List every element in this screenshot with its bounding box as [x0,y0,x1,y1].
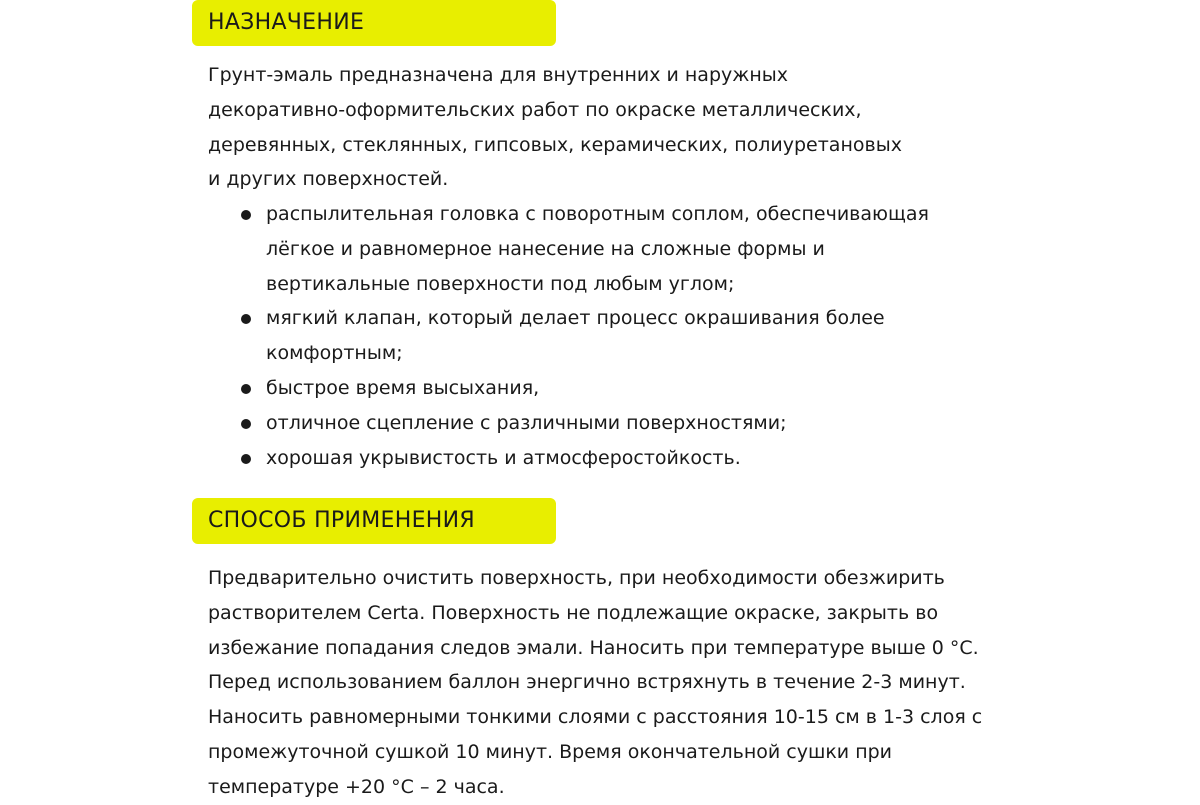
list-item-line: распылительная головка с поворотным соплом, обеспечивающая [266,203,929,225]
usage-line: Перед использованием баллон энергично встряхнуть в течение 2-3 минут. [208,671,966,694]
usage-line: Наносить равномерными тонкими слоями с расстояния 10-15 см в 1-3 слоя с [208,706,983,729]
usage-line: растворителем Certa. Поверхность не подлежащие окраске, закрыть во [208,601,939,624]
list-item [240,197,929,301]
list-item [240,301,929,371]
purpose-heading: НАЗНАЧЕНИЕ [208,10,365,35]
purpose-intro-line: и других поверхностей. [208,168,449,191]
list-item [240,441,929,476]
bullet-icon [241,314,251,324]
list-item-line: быстрое время высыхания, [266,376,540,399]
purpose-intro-line: деревянных, стеклянных, гипсовых, керамических, полиуретановых [208,133,902,156]
usage-line: промежуточной сушкой 10 минут. Время окончательной сушки при [208,740,893,763]
purpose-intro-line: декоративно-оформительских работ по окраске металлических, [208,98,862,121]
list-item-line: отличное сцепление с различными поверхностями; [266,411,787,434]
bullet-icon [241,454,251,464]
purpose-heading-block [192,0,556,46]
purpose-intro [208,58,902,197]
features-list [240,197,929,475]
bullet-icon [241,419,251,429]
usage-heading-block [192,498,556,544]
bullet-icon [241,210,251,220]
usage-instructions [208,561,982,805]
list-item-line: лёгкое и равномерное нанесение на сложные формы и [266,237,825,260]
purpose-intro-line: Грунт-эмаль предназначена для внутренних и наружных [208,64,789,86]
usage-line: избежание попадания следов эмали. Наносить при температуре выше 0 °С. [208,636,979,659]
bullet-icon [241,384,251,394]
list-item [240,371,929,406]
usage-line: Предварительно очистить поверхность, при необходимости обезжирить [208,567,945,589]
usage-line: температуре +20 °С – 2 часа. [208,775,505,798]
list-item [240,406,929,441]
usage-heading: СПОСОБ ПРИМЕНЕНИЯ [208,508,475,533]
list-item-line: комфортным; [266,342,403,365]
list-item-line: мягкий клапан, который делает процесс окрашивания более [266,307,885,330]
list-item-line: вертикальные поверхности под любым углом; [266,272,735,295]
list-item-line: хорошая укрывистость и атмосферостойкость. [266,446,741,469]
